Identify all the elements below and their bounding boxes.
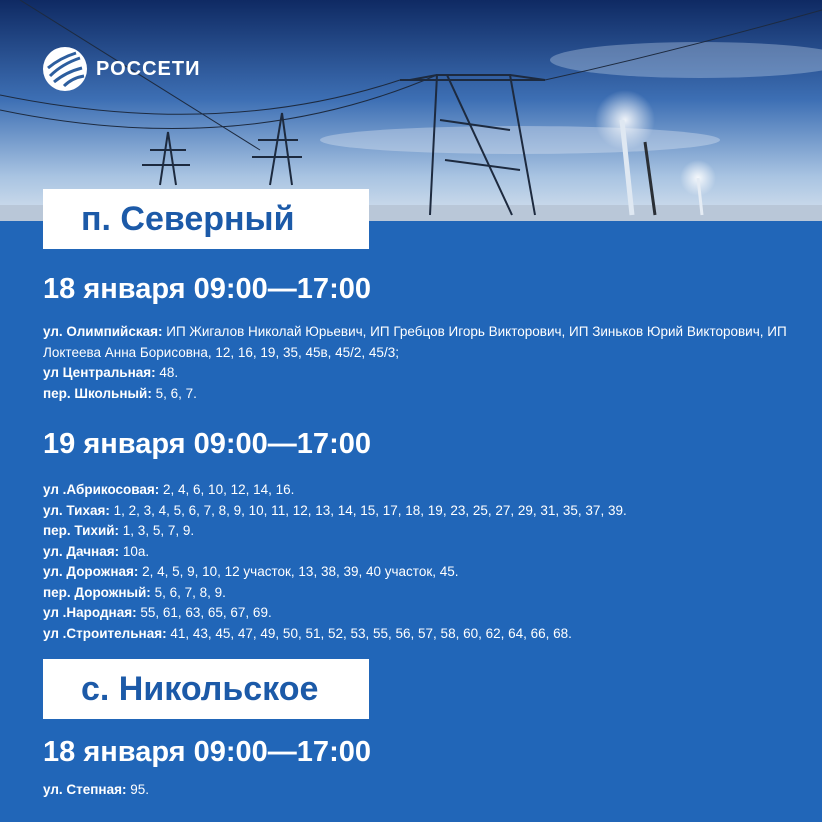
street-label: ул. Олимпийская: (43, 324, 163, 339)
street-houses: 48. (155, 365, 179, 380)
street-entry (43, 501, 803, 522)
location-title: с. Никольское (81, 669, 319, 708)
brand-name: РОССЕТИ (96, 57, 201, 80)
street-entry (43, 384, 803, 405)
street-entry (43, 542, 803, 563)
street-entry (43, 562, 803, 583)
date-heading: 18 января 09:00—17:00 (43, 273, 371, 305)
street-houses: 5, 6, 7, 8, 9. (150, 584, 226, 600)
street-label: пер. Школьный: (43, 385, 152, 401)
street-label: ул. Тихая: (43, 502, 110, 518)
rosseti-logo-icon (42, 46, 88, 92)
street-entry (43, 583, 803, 604)
street-entry (43, 480, 803, 501)
street-houses: 2, 4, 5, 9, 10, 12 участок, 13, 38, 39, 40 участок, 45. (138, 564, 459, 579)
street-label: ул. Дачная: (43, 543, 120, 559)
location-box-nikolskoe (43, 659, 369, 719)
street-entry (43, 363, 803, 384)
date-heading: 18 января 09:00—17:00 (43, 736, 371, 768)
street-entry (43, 322, 803, 363)
street-label: ул Центральная: (43, 365, 156, 380)
street-entry (43, 780, 803, 801)
street-list (43, 480, 803, 644)
street-houses: 41, 43, 45, 47, 49, 50, 51, 52, 53, 55, 56, 57, 58, 60, 62, 64, 66, 68. (166, 625, 572, 641)
street-houses: 5, 6, 7. (151, 385, 197, 401)
street-label: ул .Народная: (43, 605, 137, 620)
street-entry (43, 521, 803, 542)
street-label: ул .Абрикосовая: (43, 482, 160, 497)
street-houses: 2, 4, 6, 10, 12, 14, 16. (159, 482, 295, 497)
street-label: ул. Степная: (43, 782, 127, 797)
location-box-severny (43, 189, 369, 249)
street-entry (43, 603, 803, 624)
street-houses: 95. (126, 782, 149, 797)
street-houses: 1, 3, 5, 7, 9. (119, 523, 195, 538)
street-entry (43, 624, 803, 645)
street-list (43, 780, 803, 801)
rosseti-logo (42, 46, 200, 92)
street-label: ул. Дорожная: (43, 564, 139, 579)
date-heading: 19 января 09:00—17:00 (43, 428, 371, 460)
street-list (43, 322, 803, 404)
power-lines-photo (0, 0, 822, 221)
street-houses: 1, 2, 3, 4, 5, 6, 7, 8, 9, 10, 11, 12, 13, 14, 15, 17, 18, 19, 23, 25, 27, 29, 31, 35, 37, 39. (109, 502, 627, 518)
street-label: пер. Дорожный: (43, 584, 151, 600)
street-label: ул .Строительная: (43, 625, 167, 641)
street-label: пер. Тихий: (43, 523, 120, 538)
location-title: п. Северный (81, 199, 295, 238)
street-houses: ИП Жигалов Николай Юрьевич, ИП Гребцов Игорь Викторович, ИП Зиньков Юрий Викторович, ИП Локтеева Анна Борисовна, 12, 16, 19, 35, 45в, 45/2, 45/3; (43, 324, 787, 360)
street-houses: 55, 61, 63, 65, 67, 69. (136, 605, 272, 620)
street-houses: 10а. (119, 543, 150, 559)
